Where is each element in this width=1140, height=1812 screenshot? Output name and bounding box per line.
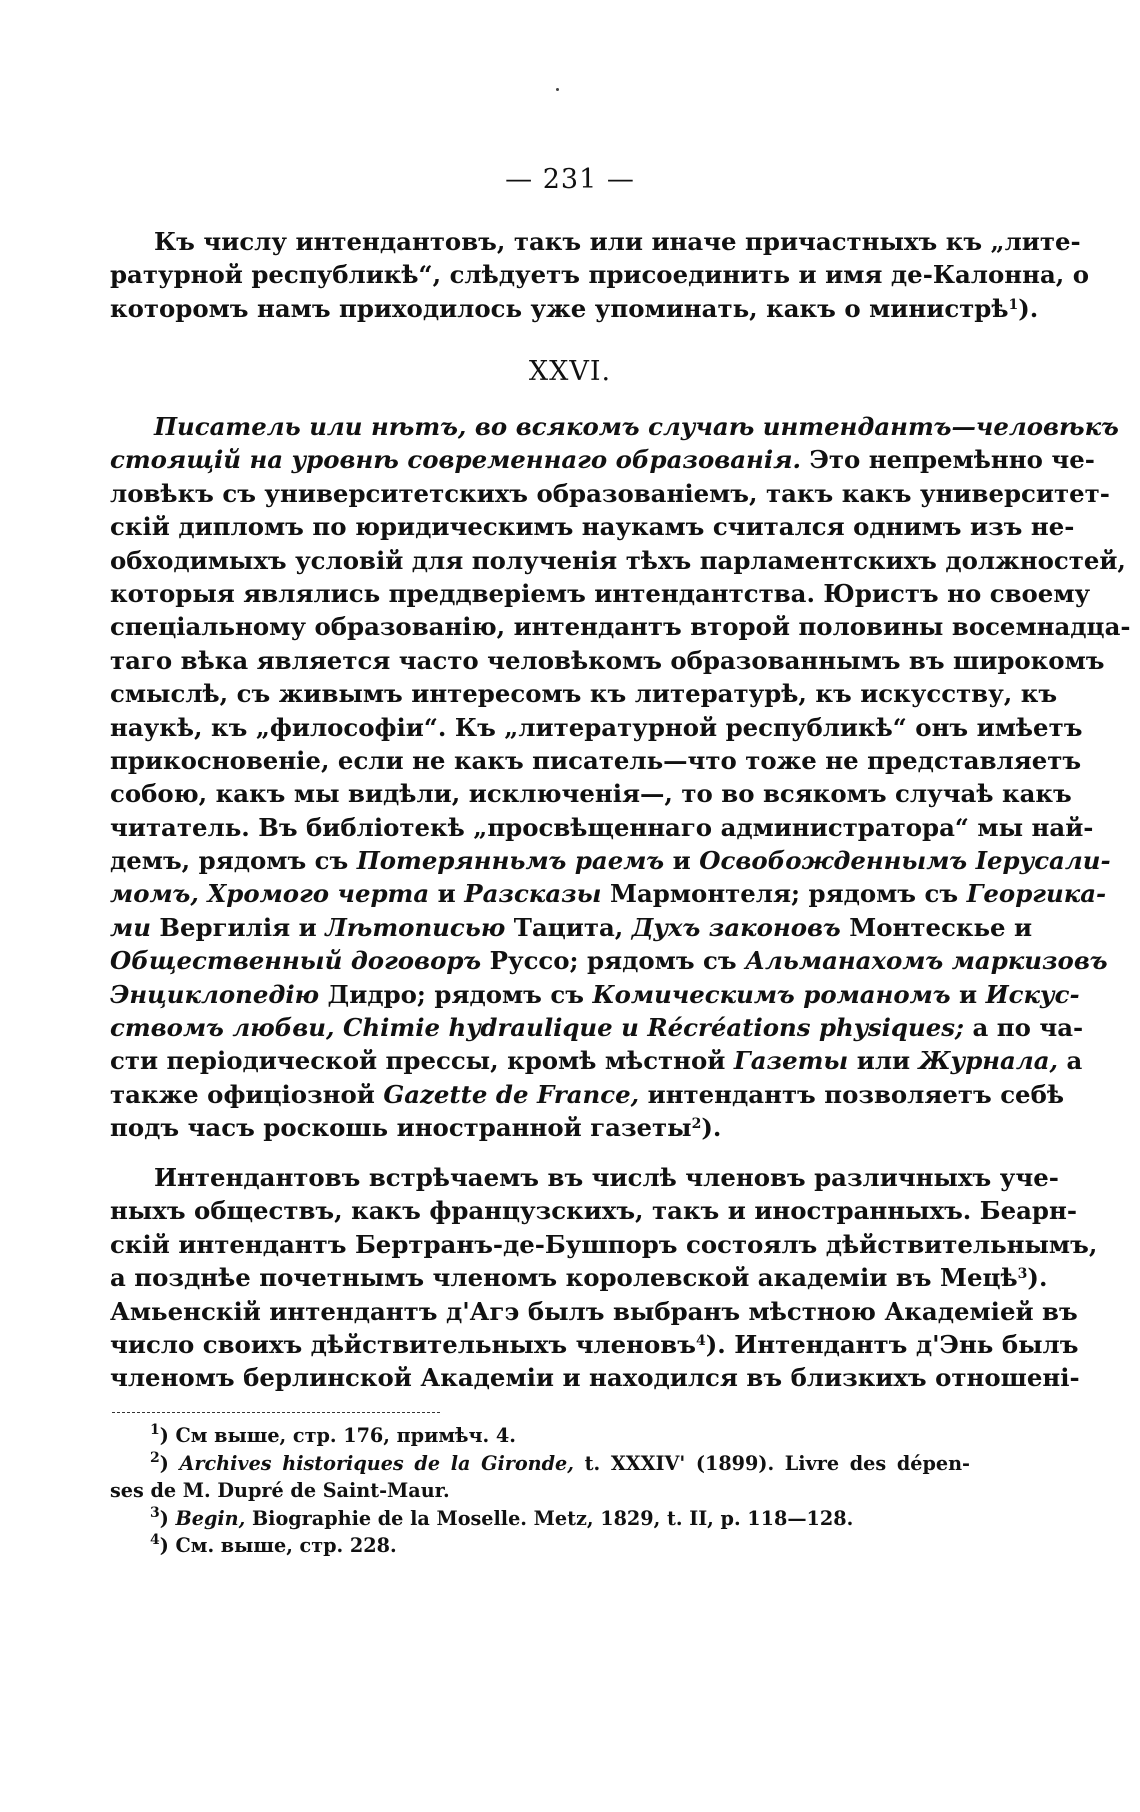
text-span: сти періодической прессы, кромѣ мѣстной	[110, 1046, 734, 1076]
text-span: которомъ намъ приходилось уже упоминать, какъ о министрѣ	[110, 293, 1009, 323]
italic-span: момъ, Хромого черта	[110, 879, 430, 909]
text-line: Писатель или нѣтъ, во всякомъ случаѣ интендантъ—человѣкъ	[154, 412, 1119, 441]
text-span: число своихъ дѣйствительныхъ членовъ	[110, 1329, 696, 1359]
page-number: — 231 —	[505, 164, 635, 195]
text-line: скій интендантъ Бертранъ-де-Бушпоръ состоялъ дѣйствительнымъ,	[110, 1229, 1098, 1259]
text-line	[110, 1261, 1048, 1294]
italic-span: Разсказы	[464, 879, 602, 909]
italic-span: Альманахомъ маркизовъ	[745, 946, 1108, 976]
text-line	[110, 911, 1033, 944]
text-span: и	[664, 846, 700, 876]
italic-span: Комическимъ романомъ	[592, 979, 951, 1009]
footnote-4	[110, 1532, 970, 1560]
italic-span: Георгика-	[966, 879, 1107, 909]
italic-span: стоящій на уровнѣ современнаго образованія.	[110, 445, 801, 475]
text-span: или	[848, 1046, 919, 1076]
footnote-ref: 1	[1008, 296, 1019, 313]
text-line: спеціальному образованію, интендантъ второй половины восемнадца-	[110, 612, 1131, 642]
footnote-number: 1	[150, 1422, 160, 1438]
text-span: демъ, рядомъ съ	[110, 846, 357, 876]
text-line: обходимыхъ условій для полученія тѣхъ парламентскихъ должностей,	[110, 545, 1126, 575]
footnotes	[110, 1422, 970, 1560]
text-span: Монтескье и	[840, 912, 1033, 942]
text-span: t. XXXIV' (1899). Livre des dépen-	[573, 1451, 970, 1475]
text-span: ) См. выше, стр. 228.	[159, 1534, 397, 1557]
text-span: интендантъ позволяетъ себѣ	[639, 1079, 1064, 1109]
text-line: Къ числу интендантовъ, такъ или иначе причастныхъ къ „лите-	[154, 227, 1081, 256]
text-line	[110, 1011, 1084, 1044]
footnote-ref: 4	[695, 1332, 706, 1349]
text-line	[110, 1044, 1083, 1077]
italic-span: Газеты	[733, 1046, 849, 1076]
italic-span: ми	[110, 912, 151, 942]
footnote-3	[110, 1505, 970, 1533]
text-span: ). Интендантъ д'Энь былъ	[705, 1329, 1079, 1359]
text-span: а по ча-	[963, 1013, 1084, 1043]
text-span: и	[950, 979, 986, 1009]
text-line: собою, какъ мы видѣли, исключенія—, то во всякомъ случаѣ какъ	[110, 779, 1072, 809]
footnote-1	[110, 1422, 970, 1450]
text-span: Мармонтеля; рядомъ съ	[601, 879, 967, 909]
text-line: скій дипломъ по юридическимъ наукамъ считался однимъ изъ не-	[110, 512, 1075, 542]
italic-span: Лѣтописью	[325, 912, 506, 942]
italic-span: Gazette de France,	[383, 1079, 640, 1109]
footnote-ref: 3	[1017, 1266, 1028, 1283]
text-line: Амьенскій интендантъ д'Агэ былъ выбранъ мѣстною Академіей въ	[110, 1296, 1078, 1326]
paragraph-main	[110, 410, 1131, 1145]
text-span: Дидро; рядомъ съ	[319, 979, 593, 1009]
text-line: Интендантовъ встрѣчаемъ въ числѣ членовъ различныхъ уче-	[154, 1163, 1059, 1192]
text-line: таго вѣка является часто человѣкомъ образованнымъ въ широкомъ	[110, 645, 1105, 675]
footnote-number: 3	[150, 1504, 160, 1521]
italic-span: Archives historiques de la Gironde,	[179, 1451, 574, 1475]
text-line	[110, 844, 1111, 877]
text-line: смыслѣ, съ живымъ интересомъ къ литературѣ, къ искусству, къ	[110, 679, 1058, 709]
text-line	[110, 877, 1107, 910]
text-line: членомъ берлинской Академіи и находился въ близкихъ отношені-	[110, 1363, 1080, 1393]
text-span: ).	[1018, 293, 1039, 323]
text-span: ).	[701, 1113, 722, 1143]
text-line: прикосновеніе, если не какъ писатель—что тоже не представляетъ	[110, 745, 1082, 775]
text-line	[110, 1111, 970, 1144]
italic-span: Освобожденнымъ Іерусали-	[699, 846, 1111, 876]
text-line: ловѣкъ съ университетскихъ образованіемъ, такъ какъ университет-	[110, 478, 1110, 508]
text-line: ныхъ обществъ, какъ французскихъ, такъ и иностранныхъ. Беарн-	[110, 1196, 1077, 1226]
text-span: а	[1058, 1046, 1083, 1076]
text-line: читатель. Въ библіотекѣ „просвѣщеннаго администратора“ мы най-	[110, 812, 1094, 842]
paragraph-societies	[110, 1161, 1098, 1395]
footnote-2	[110, 1450, 970, 1478]
footnote-number: 4	[150, 1532, 160, 1548]
italic-span: Общественный договоръ	[110, 946, 482, 976]
paragraph-intro	[110, 225, 1090, 325]
italic-span: Энциклопедію	[110, 979, 320, 1009]
text-line	[110, 443, 1095, 476]
text-span: Вергилія и	[150, 912, 326, 942]
italic-span: Духъ законовъ	[631, 912, 841, 942]
text-line: наукѣ, къ „философіи“. Къ „литературной республикѣ“ онъ имѣетъ	[110, 712, 1083, 742]
text-span: подъ часъ роскошь иностранной газеты	[110, 1113, 692, 1143]
italic-span: Begin,	[175, 1506, 246, 1530]
text-span: Это непремѣнно че-	[801, 445, 1095, 475]
text-span: также офиціозной	[110, 1079, 384, 1109]
text-span: ) См выше, стр. 176, примѣч. 4.	[159, 1424, 516, 1447]
italic-span: ствомъ любви, Chimie hydraulique и Récréations physiques;	[110, 1013, 964, 1043]
text-span: )	[159, 1506, 176, 1530]
italic-span: Потерянньмъ раемъ	[356, 846, 665, 876]
text-span: Руссо; рядомъ съ	[481, 946, 746, 976]
footnote-number: 2	[150, 1449, 160, 1466]
text-span: и	[429, 879, 465, 909]
italic-span: Журнала,	[918, 1046, 1058, 1076]
text-line	[110, 1328, 1079, 1361]
footnote-2-continued: ses de M. Dupré de Saint-Maur.	[110, 1479, 450, 1502]
footnote-ref: 2	[691, 1116, 702, 1133]
text-span: Тацита,	[505, 912, 632, 942]
text-line: которыя являлись преддверіемъ интендантства. Юристъ но своему	[110, 578, 1091, 608]
page-speck	[556, 88, 559, 91]
footnote-divider	[112, 1412, 440, 1413]
text-line	[110, 1078, 1064, 1111]
text-span: )	[159, 1451, 180, 1475]
text-span: Biographie de la Moselle. Metz, 1829, t. II, p. 118—128.	[245, 1506, 854, 1530]
text-line	[110, 944, 1108, 977]
text-span: ).	[1027, 1263, 1048, 1293]
text-line	[110, 978, 1080, 1011]
text-line	[110, 292, 1039, 325]
text-line: ратурной республикѣ“, слѣдуетъ присоединить и имя де-Калонна, о	[110, 260, 1090, 290]
section-heading: XXVI.	[528, 356, 612, 387]
text-span: а позднѣе почетнымъ членомъ королевской академіи въ Мецѣ	[110, 1263, 1018, 1293]
italic-span: Искус-	[985, 979, 1080, 1009]
